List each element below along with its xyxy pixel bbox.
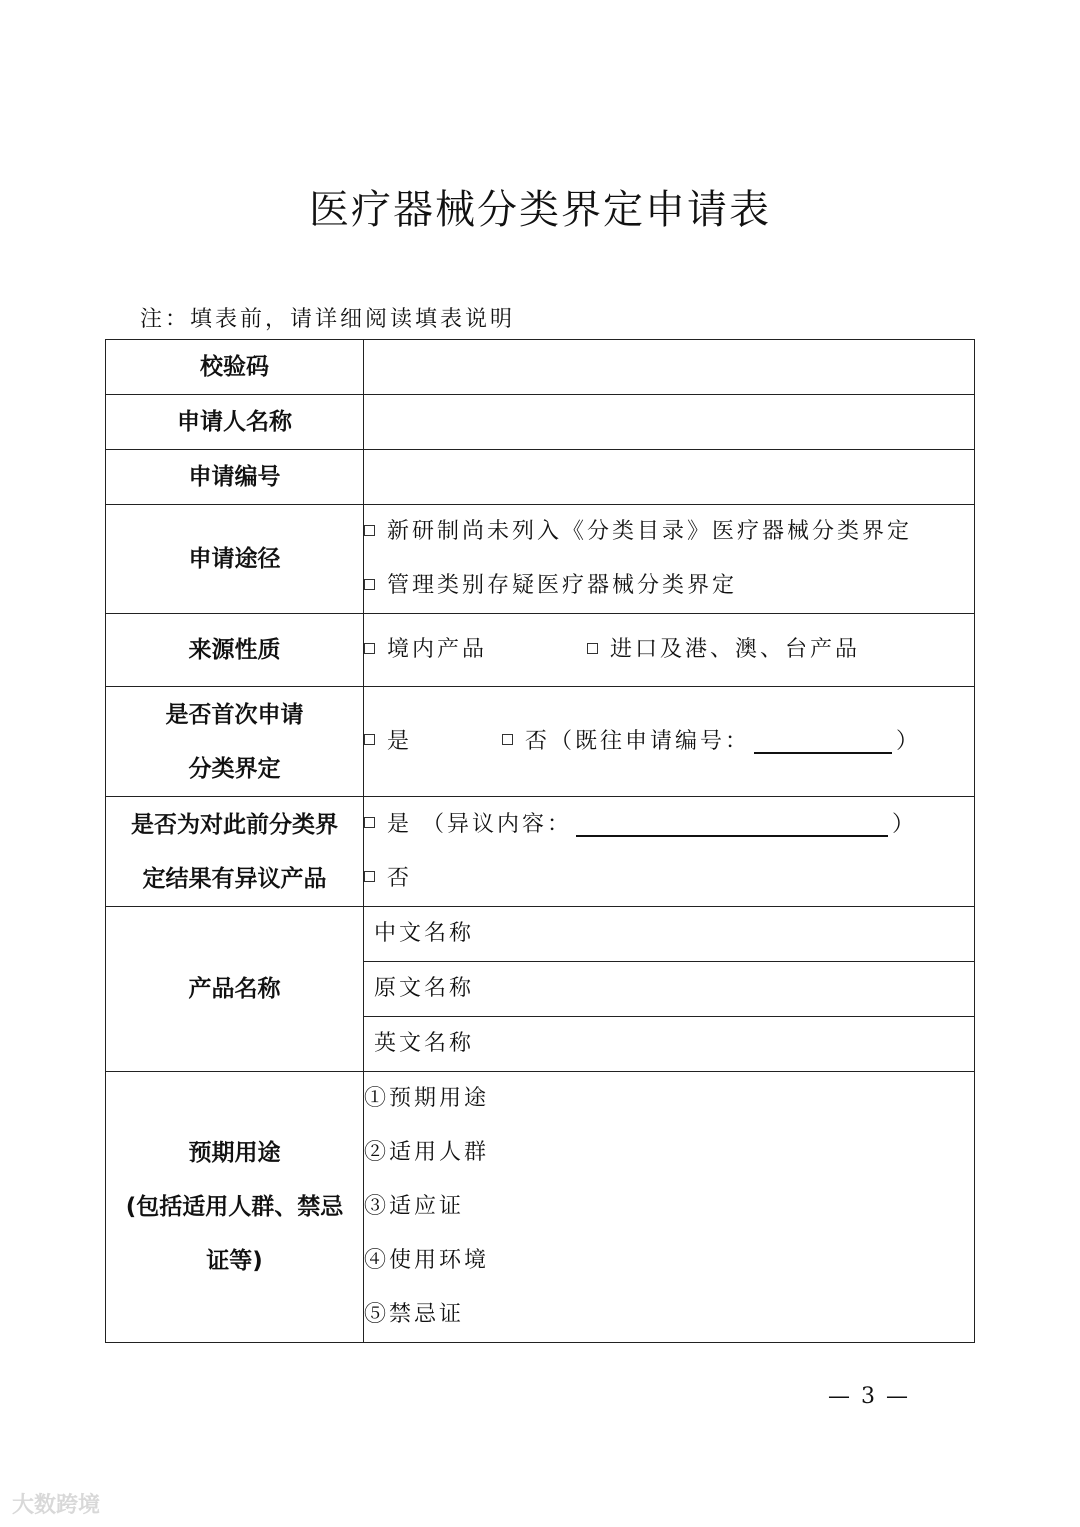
label-line: 定结果有异议产品 bbox=[142, 865, 327, 892]
form-note: 注：填表前，请详细阅读填表说明 bbox=[140, 307, 516, 332]
checkbox[interactable] bbox=[587, 643, 598, 654]
watermark-logo: 大数跨境 bbox=[12, 1493, 101, 1518]
source-option-domestic[interactable] bbox=[364, 637, 487, 662]
checkbox[interactable] bbox=[364, 817, 375, 828]
objection-content-blank[interactable] bbox=[576, 813, 888, 837]
list-item: ②适用人群 bbox=[364, 1140, 490, 1165]
objection-label bbox=[106, 797, 364, 907]
checkbox[interactable] bbox=[364, 643, 375, 654]
applicant-name-label: 申请人名称 bbox=[106, 395, 364, 450]
option-label: 新研制尚未列入《分类目录》医疗器械分类界定 bbox=[387, 519, 913, 544]
page-title: 医疗器械分类界定申请表 bbox=[309, 187, 771, 233]
chinese-name-field[interactable]: 中文名称 bbox=[374, 921, 475, 946]
page-number: — 3 — bbox=[828, 1384, 910, 1409]
source-nature-label: 来源性质 bbox=[106, 614, 364, 687]
option-label: 否（既往申请编号： bbox=[525, 728, 751, 754]
check-code-label: 校验码 bbox=[106, 340, 364, 395]
route-option-disputed[interactable] bbox=[364, 559, 974, 613]
objection-option-no[interactable] bbox=[364, 866, 412, 891]
option-label: 管理类别存疑医疗器械分类界定 bbox=[387, 573, 738, 598]
option-suffix: ） bbox=[892, 811, 918, 837]
product-name-fields bbox=[364, 907, 975, 1072]
check-code-field[interactable] bbox=[364, 340, 975, 395]
first-option-no[interactable] bbox=[502, 729, 750, 754]
source-nature-options bbox=[364, 614, 975, 687]
list-item: ④使用环境 bbox=[364, 1248, 490, 1273]
first-application-label bbox=[106, 687, 364, 797]
table-row bbox=[106, 1072, 975, 1343]
english-name-field[interactable]: 英文名称 bbox=[364, 1016, 974, 1071]
table-row bbox=[106, 340, 975, 395]
option-suffix: ） bbox=[896, 728, 922, 754]
source-option-imported[interactable] bbox=[587, 637, 860, 662]
application-number-label: 申请编号 bbox=[106, 450, 364, 505]
first-application-options bbox=[364, 687, 975, 797]
intended-use-items[interactable] bbox=[364, 1072, 975, 1343]
table-row bbox=[106, 450, 975, 505]
objection-options bbox=[364, 797, 975, 907]
option-label: 是 （异议内容： bbox=[387, 811, 572, 837]
checkbox[interactable] bbox=[364, 525, 375, 536]
option-label: 否 bbox=[387, 865, 413, 891]
table-row bbox=[106, 797, 975, 907]
list-item: ⑤禁忌证 bbox=[364, 1302, 465, 1327]
list-item: ①预期用途 bbox=[364, 1086, 490, 1111]
application-route-label: 申请途径 bbox=[106, 505, 364, 614]
table-row bbox=[106, 687, 975, 797]
previous-application-number-blank[interactable] bbox=[754, 730, 892, 754]
label-line: 是否首次申请 bbox=[165, 701, 304, 728]
label-line: 是否为对此前分类界 bbox=[131, 811, 338, 838]
checkbox[interactable] bbox=[502, 734, 513, 745]
objection-option-yes[interactable] bbox=[364, 812, 572, 837]
label-line: 证等) bbox=[206, 1248, 263, 1274]
original-name-field[interactable]: 原文名称 bbox=[364, 961, 974, 1016]
option-label: 进口及港、澳、台产品 bbox=[610, 637, 861, 662]
option-label: 是 bbox=[387, 728, 413, 754]
application-form-table bbox=[105, 339, 975, 1343]
first-option-yes[interactable] bbox=[364, 729, 412, 754]
table-row bbox=[106, 395, 975, 450]
intended-use-label bbox=[106, 1072, 364, 1343]
label-line: 预期用途 bbox=[188, 1140, 281, 1166]
applicant-name-field[interactable] bbox=[364, 395, 975, 450]
label-line: (包括适用人群、禁忌 bbox=[125, 1194, 344, 1220]
table-row bbox=[106, 505, 975, 614]
table-row bbox=[106, 907, 975, 1072]
list-item: ③适应证 bbox=[364, 1194, 465, 1219]
route-option-new[interactable] bbox=[364, 505, 974, 559]
table-row bbox=[106, 614, 975, 687]
option-label: 境内产品 bbox=[387, 637, 488, 662]
product-name-label: 产品名称 bbox=[106, 907, 364, 1072]
checkbox[interactable] bbox=[364, 871, 375, 882]
label-line: 分类界定 bbox=[188, 755, 281, 782]
checkbox[interactable] bbox=[364, 579, 375, 590]
application-number-field[interactable] bbox=[364, 450, 975, 505]
application-route-options bbox=[364, 505, 975, 614]
checkbox[interactable] bbox=[364, 734, 375, 745]
